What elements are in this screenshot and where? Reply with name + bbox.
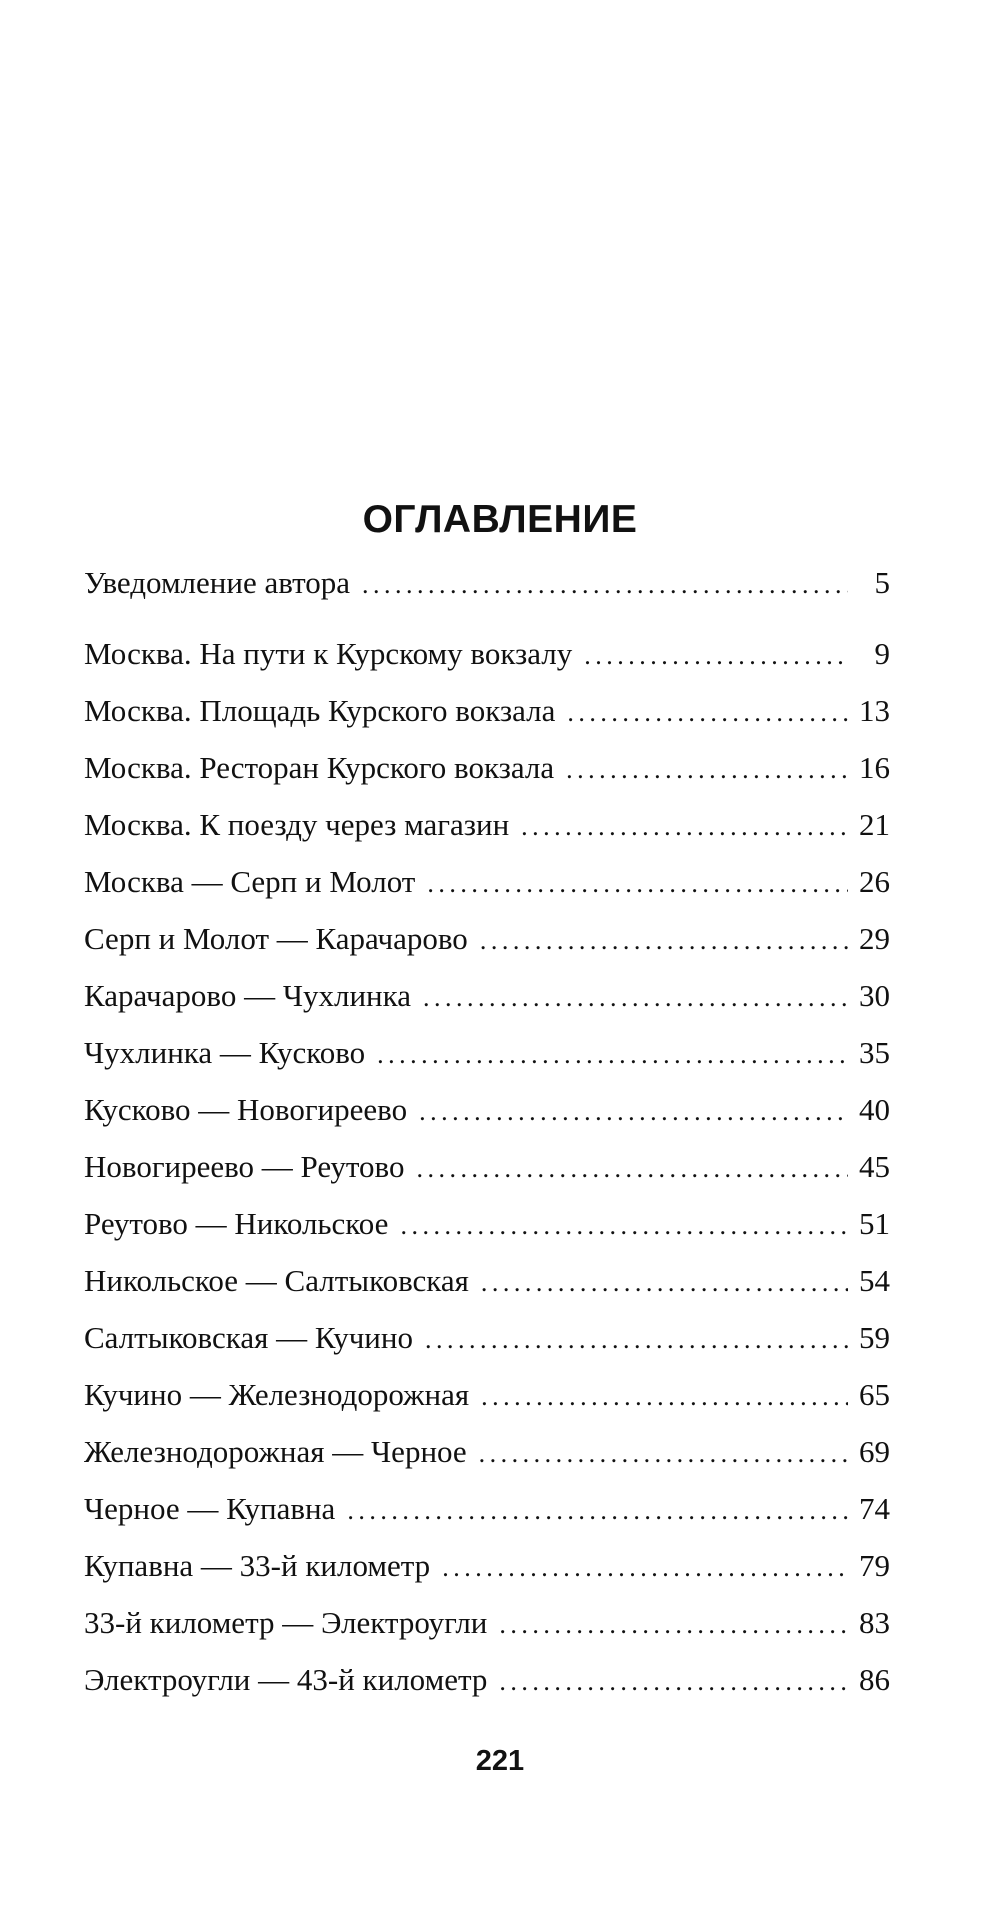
toc-entry-page: 83 <box>859 1605 890 1640</box>
toc-entry <box>84 1603 890 1643</box>
dot-leader <box>425 1320 848 1360</box>
toc-entry <box>84 1090 890 1130</box>
toc-entry-title: Черное — Купавна <box>84 1491 336 1526</box>
toc-entry-title: Чухлинка — Кусково <box>84 1035 366 1070</box>
toc-entry-title: Уведомление автора <box>84 565 350 600</box>
toc-entry-page: 54 <box>859 1263 890 1298</box>
toc-entry-page: 21 <box>859 807 890 842</box>
toc-entry <box>84 805 890 845</box>
toc-entry-page: 5 <box>874 565 890 600</box>
toc-entry-title: Серп и Молот — Карачарово <box>84 921 468 956</box>
toc-entry <box>84 1375 890 1415</box>
toc-entry <box>84 634 890 674</box>
toc-entry-page: 30 <box>859 978 890 1013</box>
toc-entry-page: 79 <box>859 1548 890 1583</box>
toc-entry-title: Кусково — Новогиреево <box>84 1092 408 1127</box>
toc-entry-page: 40 <box>859 1092 890 1127</box>
dot-leader <box>567 693 848 733</box>
toc-entry <box>84 1033 890 1073</box>
toc-heading: ОГЛАВЛЕНИЕ <box>362 498 638 542</box>
dot-leader <box>480 921 848 961</box>
page-number: 221 <box>475 1745 525 1777</box>
dot-leader <box>442 1548 848 1588</box>
dot-leader <box>427 864 848 904</box>
toc-entry <box>84 691 890 731</box>
toc-entry-page: 51 <box>859 1206 890 1241</box>
toc-entry <box>84 1546 890 1586</box>
dot-leader <box>423 978 848 1018</box>
dot-leader <box>362 565 848 605</box>
dot-leader <box>499 1662 848 1702</box>
toc-entry-title: Купавна — 33-й километр <box>84 1548 431 1583</box>
toc-entry-title: Реутово — Никольское <box>84 1206 389 1241</box>
dot-leader <box>479 1434 848 1474</box>
dot-leader <box>481 1263 848 1303</box>
dot-leader <box>499 1605 848 1645</box>
toc-entry-title: Москва. К поезду через магазин <box>84 807 510 842</box>
toc-entry-page: 35 <box>859 1035 890 1070</box>
toc-entry-page: 9 <box>874 636 890 671</box>
toc-entry <box>84 748 890 788</box>
dot-leader <box>347 1491 848 1531</box>
toc-entry <box>84 1432 890 1472</box>
dot-leader <box>377 1035 848 1075</box>
toc-entry <box>84 1204 890 1244</box>
toc-entry <box>84 919 890 959</box>
toc-entry <box>84 976 890 1016</box>
dot-leader <box>416 1149 848 1189</box>
toc-entry-page: 69 <box>859 1434 890 1469</box>
toc-entry-page: 86 <box>859 1662 890 1697</box>
toc-entry-title: Новогиреево — Реутово <box>84 1149 405 1184</box>
dot-leader <box>419 1092 848 1132</box>
dot-leader <box>400 1206 848 1246</box>
toc-entry-page: 16 <box>859 750 890 785</box>
toc-entry-title: Карачарово — Чухлинка <box>84 978 411 1013</box>
dot-leader <box>584 636 848 676</box>
toc-entry-page: 74 <box>859 1491 890 1526</box>
toc-entry <box>84 1660 890 1700</box>
toc-entry-title: Москва. Ресторан Курского вокзала <box>84 750 555 785</box>
toc-entry-page: 29 <box>859 921 890 956</box>
toc-entry <box>84 1489 890 1529</box>
toc-entry-title: Салтыковская — Кучино <box>84 1320 413 1355</box>
toc-entry <box>84 1147 890 1187</box>
toc-entry-title: Москва. Площадь Курского вокзала <box>84 693 556 728</box>
toc-entry-title: Москва. На пути к Курскому вокзалу <box>84 636 573 671</box>
dot-leader <box>481 1377 848 1417</box>
toc-entry-page: 65 <box>859 1377 890 1412</box>
toc-entry-title: 33-й километр — Электроугли <box>84 1605 488 1640</box>
toc-entry-page: 45 <box>859 1149 890 1184</box>
toc-entry-title: Никольское — Салтыковская <box>84 1263 469 1298</box>
toc-entry-page: 59 <box>859 1320 890 1355</box>
toc-entry-page: 26 <box>859 864 890 899</box>
toc-entry <box>84 563 890 603</box>
toc-entry-title: Кучино — Железнодорожная <box>84 1377 470 1412</box>
toc-entry <box>84 1261 890 1301</box>
dot-leader <box>521 807 848 847</box>
toc-entry <box>84 862 890 902</box>
toc-entry-page: 13 <box>859 693 890 728</box>
toc-entry <box>84 1318 890 1358</box>
toc-entry-title: Москва — Серп и Молот <box>84 864 416 899</box>
dot-leader <box>566 750 848 790</box>
toc-entry-title: Железнодорожная — Черное <box>84 1434 467 1469</box>
toc-entry-title: Электроугли — 43-й километр <box>84 1662 488 1697</box>
